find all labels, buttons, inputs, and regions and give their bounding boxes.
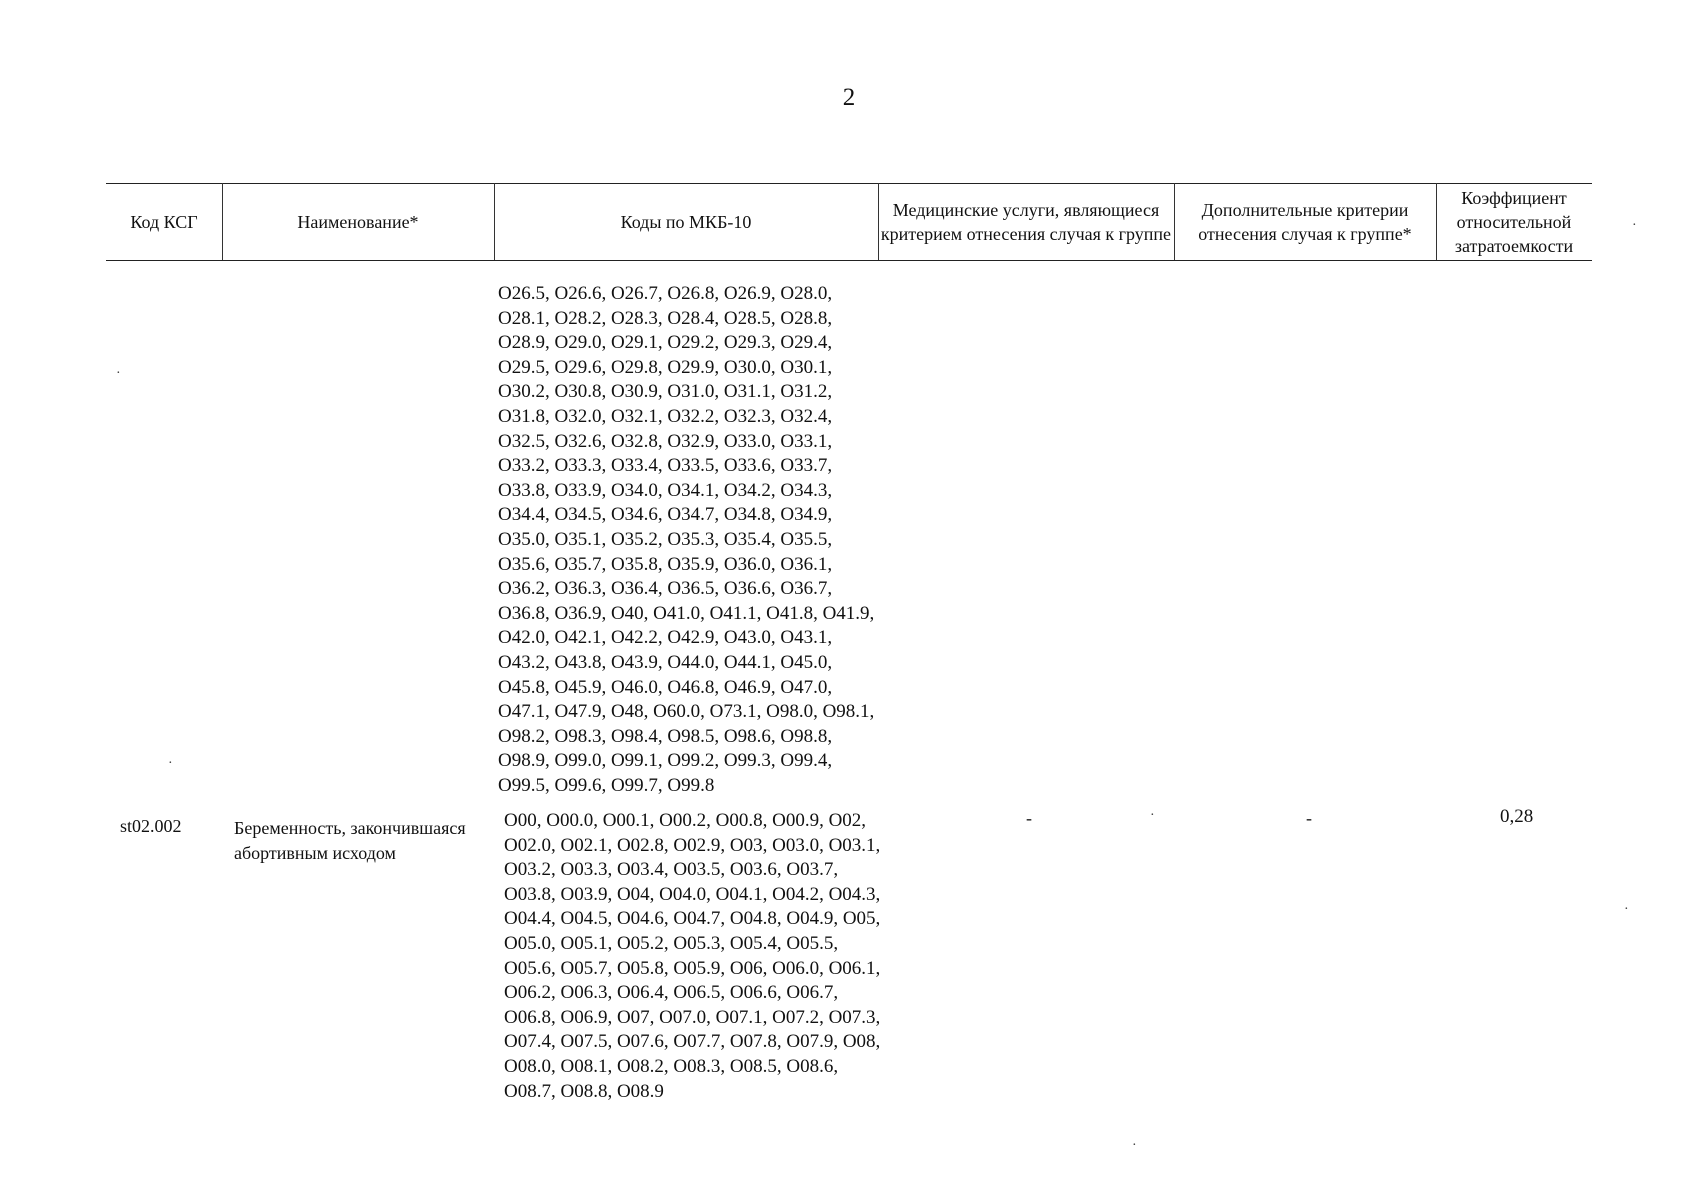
continuation-icd-codes: O26.5, O26.6, O26.7, O26.8, O26.9, O28.0, O28.1, O28.2, O28.3, O28.4, O28.5, O28.8, O28.9, O29.0, O29.1, O29.2, O29.3, O29.4, O29.5, O29.6, O29.8, O29.9, O30.0, O30.1, O30.2, O30.8, O30.9, O31.0, O31.1, O31.2, O31.8, O32.0, O32.1, O32.2, O32.3, O32.4, O32.5, O32.6, O32.8, O32.9, O33.0, O33.1, O33.2, O33.3, O33.4, O33.5, O33.6, O33.7, O33.8, O33.9, O34.0, O34.1, O34.2, O34.3, O34.4, O34.5, O34.6, O34.7, O34.8, O34.9, O35.0, O35.1, O35.2, O35.3, O35.4, O35.5, O35.6, O35.7, O35.8, O35.9, O36.0, O36.1, O36.2, O36.3, O36.4, O36.5, O36.6, O36.7, O36.8, O36.9, O40, O41.0, O41.1, O41.8, O41.9, O42.0, O42.1, O42.2, O42.9, O43.0, O43.1, O43.2, O43.8, O43.9, O44.0, O44.1, O45.0, O45.8, O45.9, O46.0, O46.8, O46.9, O47.0, O47.1, O47.9, O48, O60.0, O73.1, O98.0, O98.1, O98.2, O98.3, O98.4, O98.5, O98.6, O98.8, O98.9, O99.0, O99.1, O99.2, O99.3, O99.4, O99.5, O99.6, O99.7, O99.8 <box>498 283 875 796</box>
scan-speck: · <box>168 756 173 771</box>
scan-speck: · <box>116 366 121 381</box>
scan-speck: · <box>1150 808 1155 823</box>
header-coefficient: Коэффициент относительной затратоемкости <box>1454 187 1574 256</box>
page-number: 2 <box>842 84 856 111</box>
row-icd-codes: O00, O00.0, O00.1, O00.2, O00.8, O00.9, O02, O02.0, O02.1, O02.8, O02.9, O03, O03.0, O03.1, O03.2, O03.3, O03.4, O03.5, O03.6, O03.7, O03.8, O03.9, O04, O04.0, O04.1, O04.2, O04.3, O04.4, O04.5, O04.6, O04.7, O04.8, O04.9, O05, O05.0, O05.1, O05.2, O05.3, O05.4, O05.5, O05.6, O05.7, O05.8, O05.9, O06, O06.0, O06.1, O06.2, O06.3, O06.4, O06.5, O06.6, O06.7, O06.8, O06.9, O07, O07.0, O07.1, O07.2, O07.3, O07.4, O07.5, O07.6, O07.7, O07.8, O07.9, O08, O08.0, O08.1, O08.2, O08.3, O08.5, O08.6, O08.7, O08.8, O08.9 <box>504 810 881 1102</box>
scan-speck: · <box>1132 1138 1137 1153</box>
header-extra-criteria: Дополнительные критерии отнесения случая к группе* <box>1198 199 1412 244</box>
header-bottom-rule <box>106 260 1592 261</box>
row-name: Беременность, закончившаяся абортивным исходом <box>234 818 466 863</box>
scan-speck: · <box>1632 218 1637 233</box>
row-services: - <box>1026 808 1032 828</box>
scan-speck: · <box>1624 902 1629 917</box>
header-name: Наименование* <box>297 211 419 232</box>
row-code: st02.002 <box>120 816 182 836</box>
header-code: Код КСГ <box>130 211 198 232</box>
row-extra-criteria: - <box>1306 808 1312 828</box>
header-services: Медицинские услуги, являющиеся критерием отнесения случая к группе <box>880 199 1172 244</box>
header-icd-codes: Коды по МКБ-10 <box>620 211 752 232</box>
row-coefficient: 0,28 <box>1500 806 1534 827</box>
